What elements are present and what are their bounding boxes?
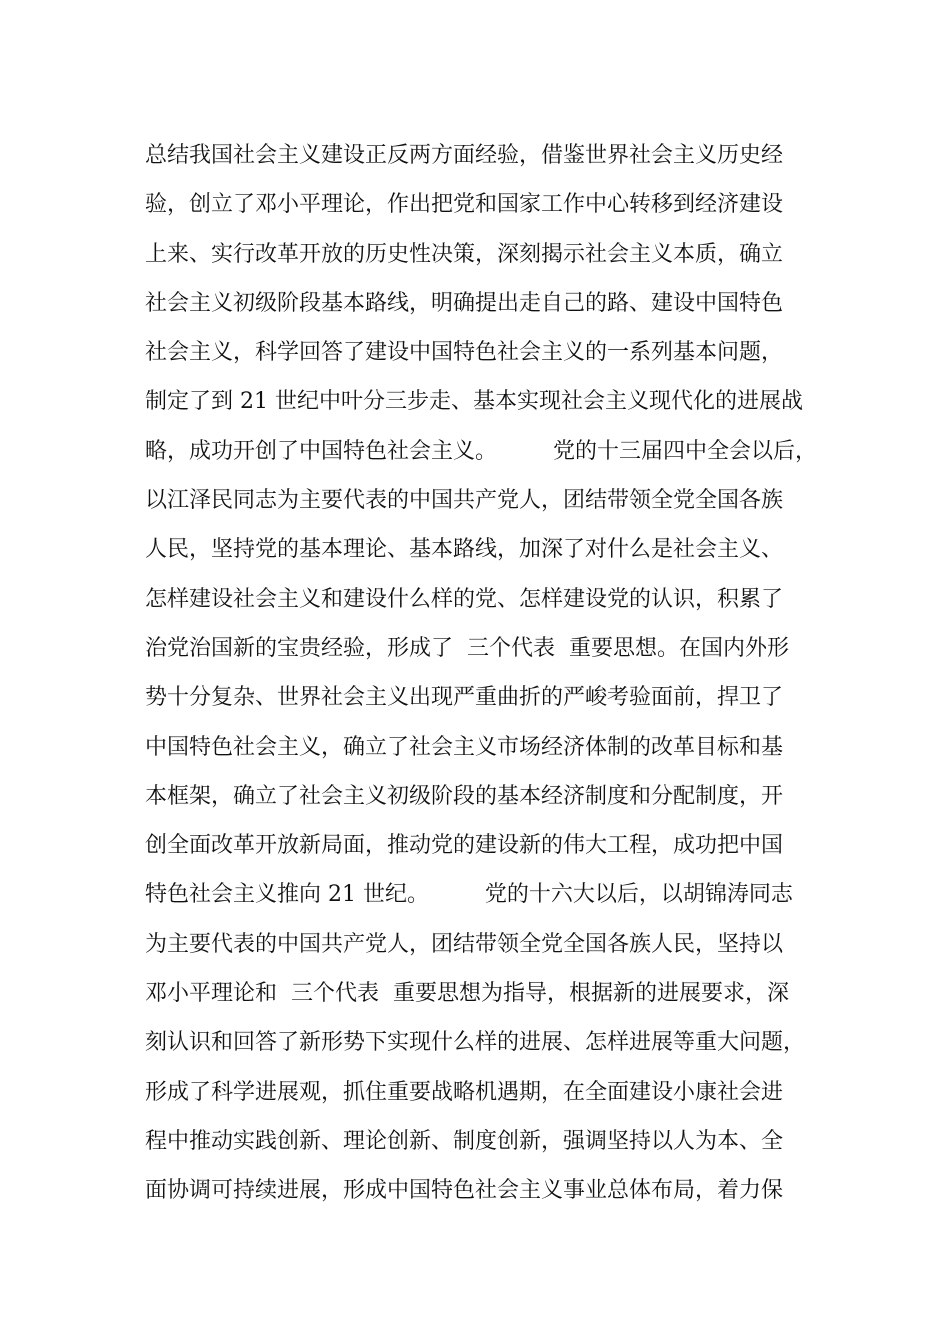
text-line: 面协调可持续进展，形成中国特色社会主义事业总体布局，着力保	[145, 1178, 784, 1204]
text-line: 特色社会主义推向 21 世纪。 党的十六大以后，以胡锦涛同志	[145, 882, 793, 908]
text-line: 社会主义初级阶段基本路线，明确提出走自己的路、建设中国特色	[145, 290, 784, 316]
text-line: 为主要代表的中国共产党人，团结带领全党全国各族人民，坚持以	[145, 931, 784, 957]
text-line: 制定了到 21 世纪中叶分三步走、基本实现社会主义现代化的进展战	[145, 389, 803, 415]
text-line: 程中推动实践创新、理论创新、制度创新，强调坚持以人为本、全	[145, 1128, 784, 1154]
text-line: 怎样建设社会主义和建设什么样的党、怎样建设党的认识，积累了	[145, 586, 784, 612]
body-text	[145, 131, 825, 1216]
text-line: 总结我国社会主义建设正反两方面经验，借鉴世界社会主义历史经	[145, 143, 784, 168]
text-line: 人民，坚持党的基本理论、基本路线，加深了对什么是社会主义、	[145, 537, 784, 563]
text-line: 形成了科学进展观，抓住重要战略机遇期，在全面建设小康社会进	[145, 1079, 784, 1105]
text-line: 略，成功开创了中国特色社会主义。 党的十三届四中全会以后，	[145, 438, 817, 464]
text-line: 势十分复杂、世界社会主义出现严重曲折的严峻考验面前，捍卫了	[145, 685, 784, 711]
text-line: 以江泽民同志为主要代表的中国共产党人，团结带领全党全国各族	[145, 488, 784, 514]
text-line: 创全面改革开放新局面，推动党的建设新的伟大工程，成功把中国	[145, 833, 784, 859]
text-line: 邓小平理论和 三个代表 重要思想为指导，根据新的进展要求，深	[145, 981, 789, 1007]
text-line: 治党治国新的宝贵经验，形成了 三个代表 重要思想。在国内外形	[145, 635, 789, 661]
text-line: 上来、实行改革开放的历史性决策，深刻揭示社会主义本质，确立	[145, 241, 784, 267]
text-line: 验，创立了邓小平理论，作出把党和国家工作中心转移到经济建设	[145, 192, 784, 218]
text-line: 中国特色社会主义，确立了社会主义市场经济体制的改革目标和基	[145, 734, 784, 760]
text-line: 刻认识和回答了新形势下实现什么样的进展、怎样进展等重大问题，	[145, 1030, 806, 1056]
text-line: 社会主义，科学回答了建设中国特色社会主义的一系列基本问题，	[145, 340, 784, 366]
text-line: 本框架，确立了社会主义初级阶段的基本经济制度和分配制度，开	[145, 783, 784, 809]
